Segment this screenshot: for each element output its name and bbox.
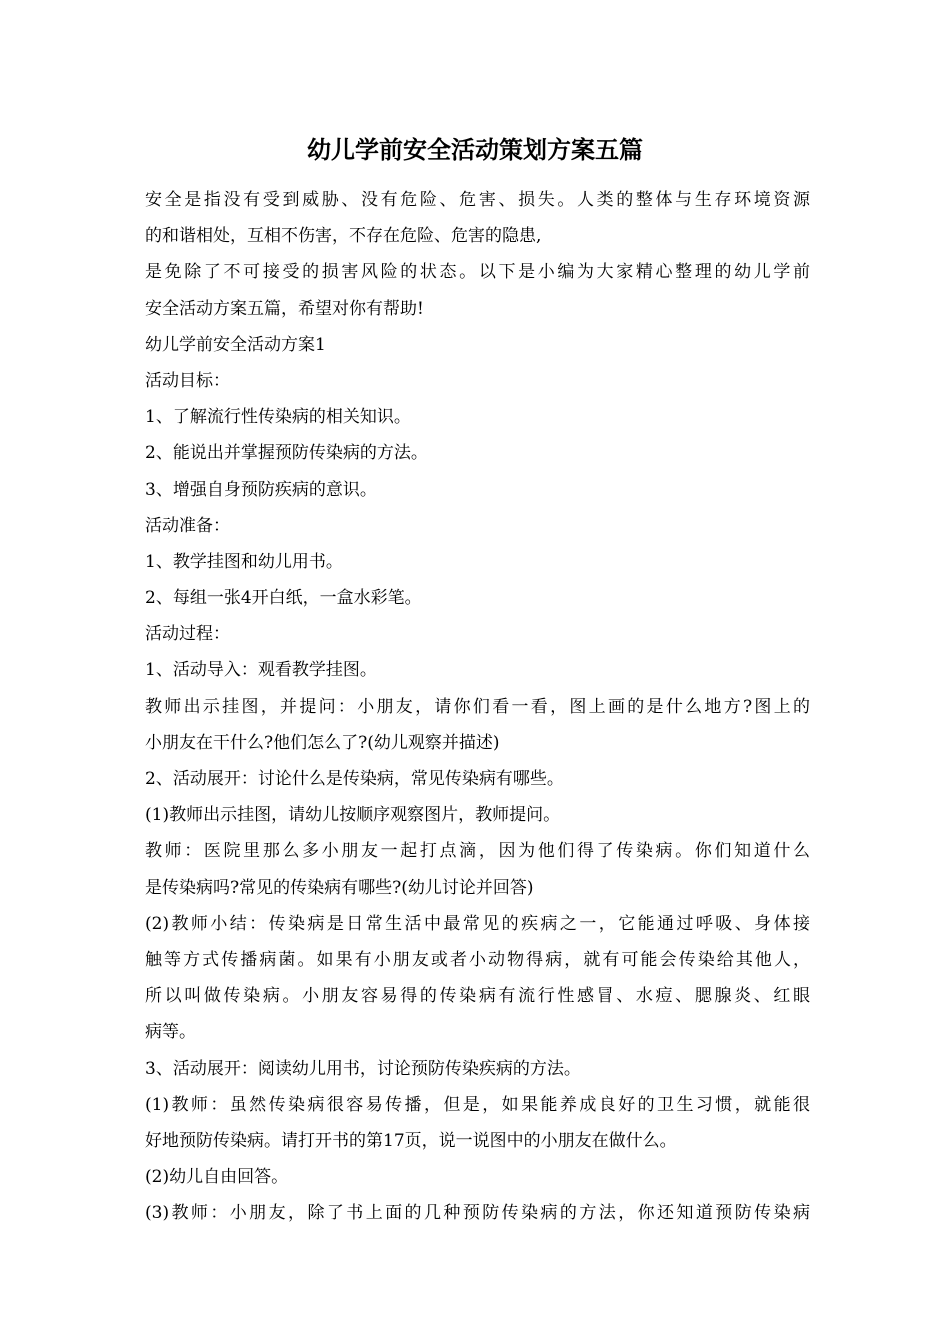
body-line: 所以叫做传染病。小朋友容易得的传染病有流行性感冒、水痘、腮腺炎、红眼 (145, 986, 810, 1007)
body-line: 教师出示挂图，并提问：小朋友，请你们看一看，图上画的是什么地方?图上的 (145, 696, 810, 717)
body-line: (2)幼儿自由回答。 (145, 1167, 289, 1188)
document-body (145, 182, 810, 1231)
body-line: (1)教师：虽然传染病很容易传播，但是，如果能养成良好的卫生习惯，就能很 (145, 1094, 810, 1115)
document-title: 幼儿学前安全活动策划方案五篇 (307, 135, 643, 164)
body-line: 3、活动展开：阅读幼儿用书，讨论预防传染疾病的方法。 (145, 1058, 581, 1079)
body-line: 安全是指没有受到威胁、没有危险、危害、损失。人类的整体与生存环境资源 (145, 190, 810, 210)
body-line: (3)教师：小朋友，除了书上面的几种预防传染病的方法，你还知道预防传染病 (145, 1203, 810, 1224)
body-line: 病等。 (145, 1022, 196, 1043)
body-line: 2、能说出并掌握预防传染病的方法。 (145, 443, 428, 464)
body-line: (1)教师出示挂图，请幼儿按顺序观察图片，教师提问。 (145, 805, 561, 826)
body-line: 活动准备： (145, 515, 230, 536)
body-line: 2、活动展开：讨论什么是传染病，常见传染病有哪些。 (145, 769, 564, 789)
body-line: 的和谐相处，互相不伤害，不存在危险、危害的隐患, (145, 226, 542, 247)
body-line: 1、教学挂图和幼儿用书。 (145, 551, 343, 572)
body-line: 安全活动方案五篇，希望对你有帮助! (145, 298, 424, 319)
body-line: 好地预防传染病。请打开书的第17页，说一说图中的小朋友在做什么。 (145, 1130, 677, 1151)
body-line: 是免除了不可接受的损害风险的状态。以下是小编为大家精心整理的幼儿学前 (145, 262, 810, 283)
body-line: (2)教师小结：传染病是日常生活中最常见的疾病之一，它能通过呼吸、身体接 (145, 913, 810, 934)
body-line: 1、活动导入：观看教学挂图。 (145, 660, 377, 681)
body-line: 是传染病吗?常见的传染病有哪些?(幼儿讨论并回答) (145, 877, 534, 898)
body-line: 活动过程： (145, 624, 230, 645)
body-line: 教师：医院里那么多小朋友一起打点滴，因为他们得了传染病。你们知道什么 (145, 841, 810, 862)
section-heading: 幼儿学前安全活动方案1 (145, 334, 326, 355)
body-line: 触等方式传播病菌。如果有小朋友或者小动物得病，就有可能会传染给其他人， (145, 949, 810, 970)
body-line: 1、了解流行性传染病的相关知识。 (145, 407, 411, 428)
body-line: 小朋友在干什么?他们怎么了?(幼儿观察并描述) (145, 732, 500, 753)
body-line: 3、增强自身预防疾病的意识。 (145, 479, 377, 500)
body-line: 2、每组一张4开白纸，一盒水彩笔。 (145, 588, 422, 609)
body-line: 活动目标： (145, 370, 230, 391)
